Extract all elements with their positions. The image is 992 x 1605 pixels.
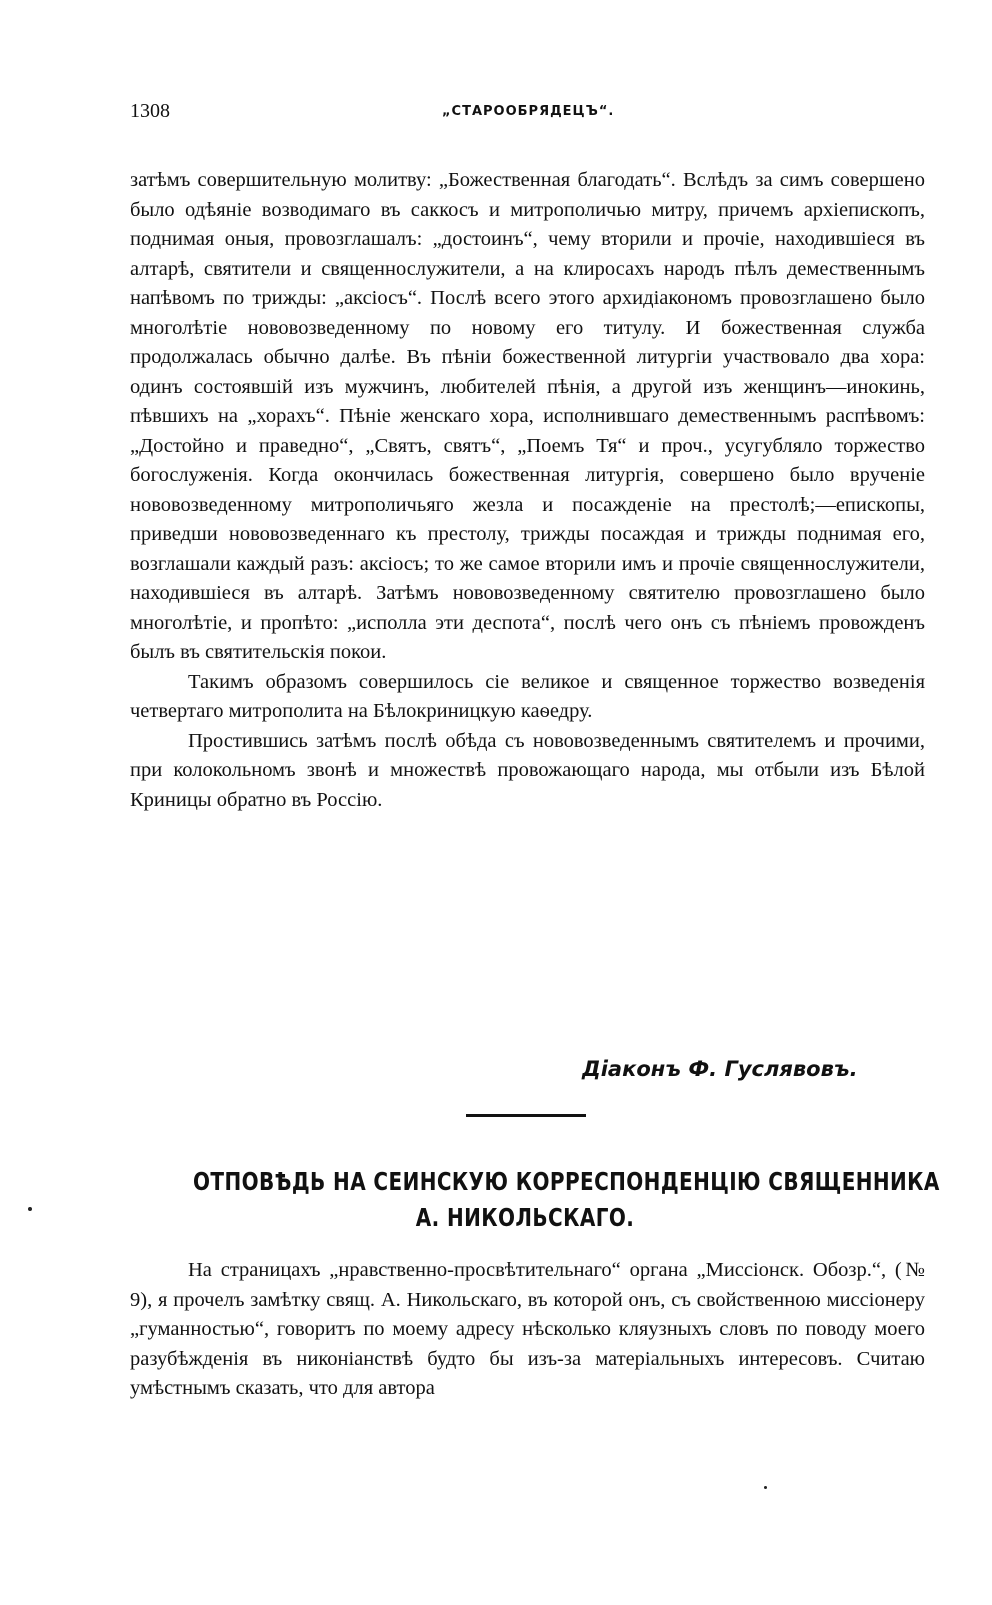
author-signature: Діаконъ Ф. Гуслявовъ. bbox=[582, 1057, 858, 1081]
paragraph-liturgy-description: затѣмъ совершительную молитву: „Божественная благодать“. Вслѣдъ за симъ совершено было одѣяніе возводимаго въ саккосъ и митрополичью митру, причемъ архіепископъ, поднимая оныя, провозглашалъ: „достоинъ“, чему вторили и прочіе, находившіеся въ алтарѣ, святители и священнослужители, а на клиросахъ народъ пѣлъ демественнымъ напѣвомъ по трижды: „аксіосъ“. Послѣ всего этого архидіакономъ провозглашено было многолѣтіе нововозведенному по новому его титулу. И божественная служба продолжалась обычно далѣе. Въ пѣніи божественной литургіи участвовало два хора: одинъ состоявшій изъ мужчинъ, любителей пѣнія, а другой изъ женщинъ—инокинь, пѣвшихъ на „хорахъ“. Пѣніе женскаго хора, исполнившаго демественнымъ распѣвомъ: „Достойно и праведно“, „Святъ, святъ“, „Поемъ Тя“ и проч., усугубляло торжество богослуженія. Когда окончилась божественная литургія, совершено было врученіе нововозведенному митрополичьяго жезла и посажденіе на престолѣ;—епископы, приведши нововозведеннаго къ престолу, трижды посаждая и трижды поднимая его, возглашали каждый разъ: аксіосъ; то же самое вторили имъ и прочіе священнослужители, находившіеся въ алтарѣ. Затѣмъ нововозведенному святителю провозглашено было многолѣтіе, и пропѣто: „исполла эти деспота“, послѣ чего онъ съ пѣніемъ провожденъ былъ въ святительскія покои. bbox=[130, 169, 925, 663]
running-head bbox=[130, 100, 930, 130]
second-article-body bbox=[130, 1256, 925, 1404]
page-number: 1308 bbox=[130, 100, 170, 122]
first-article-body bbox=[130, 166, 925, 815]
margin-ink-speck bbox=[28, 1207, 32, 1211]
page-speck bbox=[764, 1486, 767, 1489]
section-divider bbox=[466, 1114, 586, 1117]
paragraph-departure: Простившись затѣмъ послѣ обѣда съ нововозведеннымъ святителемъ и прочими, при колокольномъ звонѣ и множествѣ провожающаго народа, мы отбыли изъ Бѣлой Криницы обратно въ Россію. bbox=[130, 729, 925, 811]
paragraph-conclusion: Такимъ образомъ совершилось сіе великое и священное торжество возведенія четвертаго митрополита на Бѣлокриницкую каѳедру. bbox=[130, 670, 925, 722]
journal-title: „СТАРООБРЯДЕЦЪ“. bbox=[442, 104, 615, 119]
article-heading bbox=[193, 1164, 940, 1236]
article-heading-line-2: А. НИКОЛЬСКАГО. bbox=[415, 1203, 635, 1232]
article-heading-line-1: ОТПОВѢДЬ НА СЕИНСКУЮ КОРРЕСПОНДЕНЦІЮ СВЯЩЕННИКА bbox=[193, 1167, 940, 1196]
paragraph-rebuttal-intro: На страницахъ „нравственно-просвѣтительнаго“ органа „Миссіонск. Обозр.“, (№ 9), я прочелъ замѣтку свящ. А. Никольскаго, въ которой онъ, съ свойственною миссіонеру „гуманностью“, говоритъ по моему адресу нѣсколько кляузныхъ словъ по поводу моего разубѣжденія въ никоніанствѣ будто бы изъ-за матеріальныхъ интересовъ. Считаю умѣстнымъ сказать, что для автора bbox=[130, 1259, 925, 1399]
